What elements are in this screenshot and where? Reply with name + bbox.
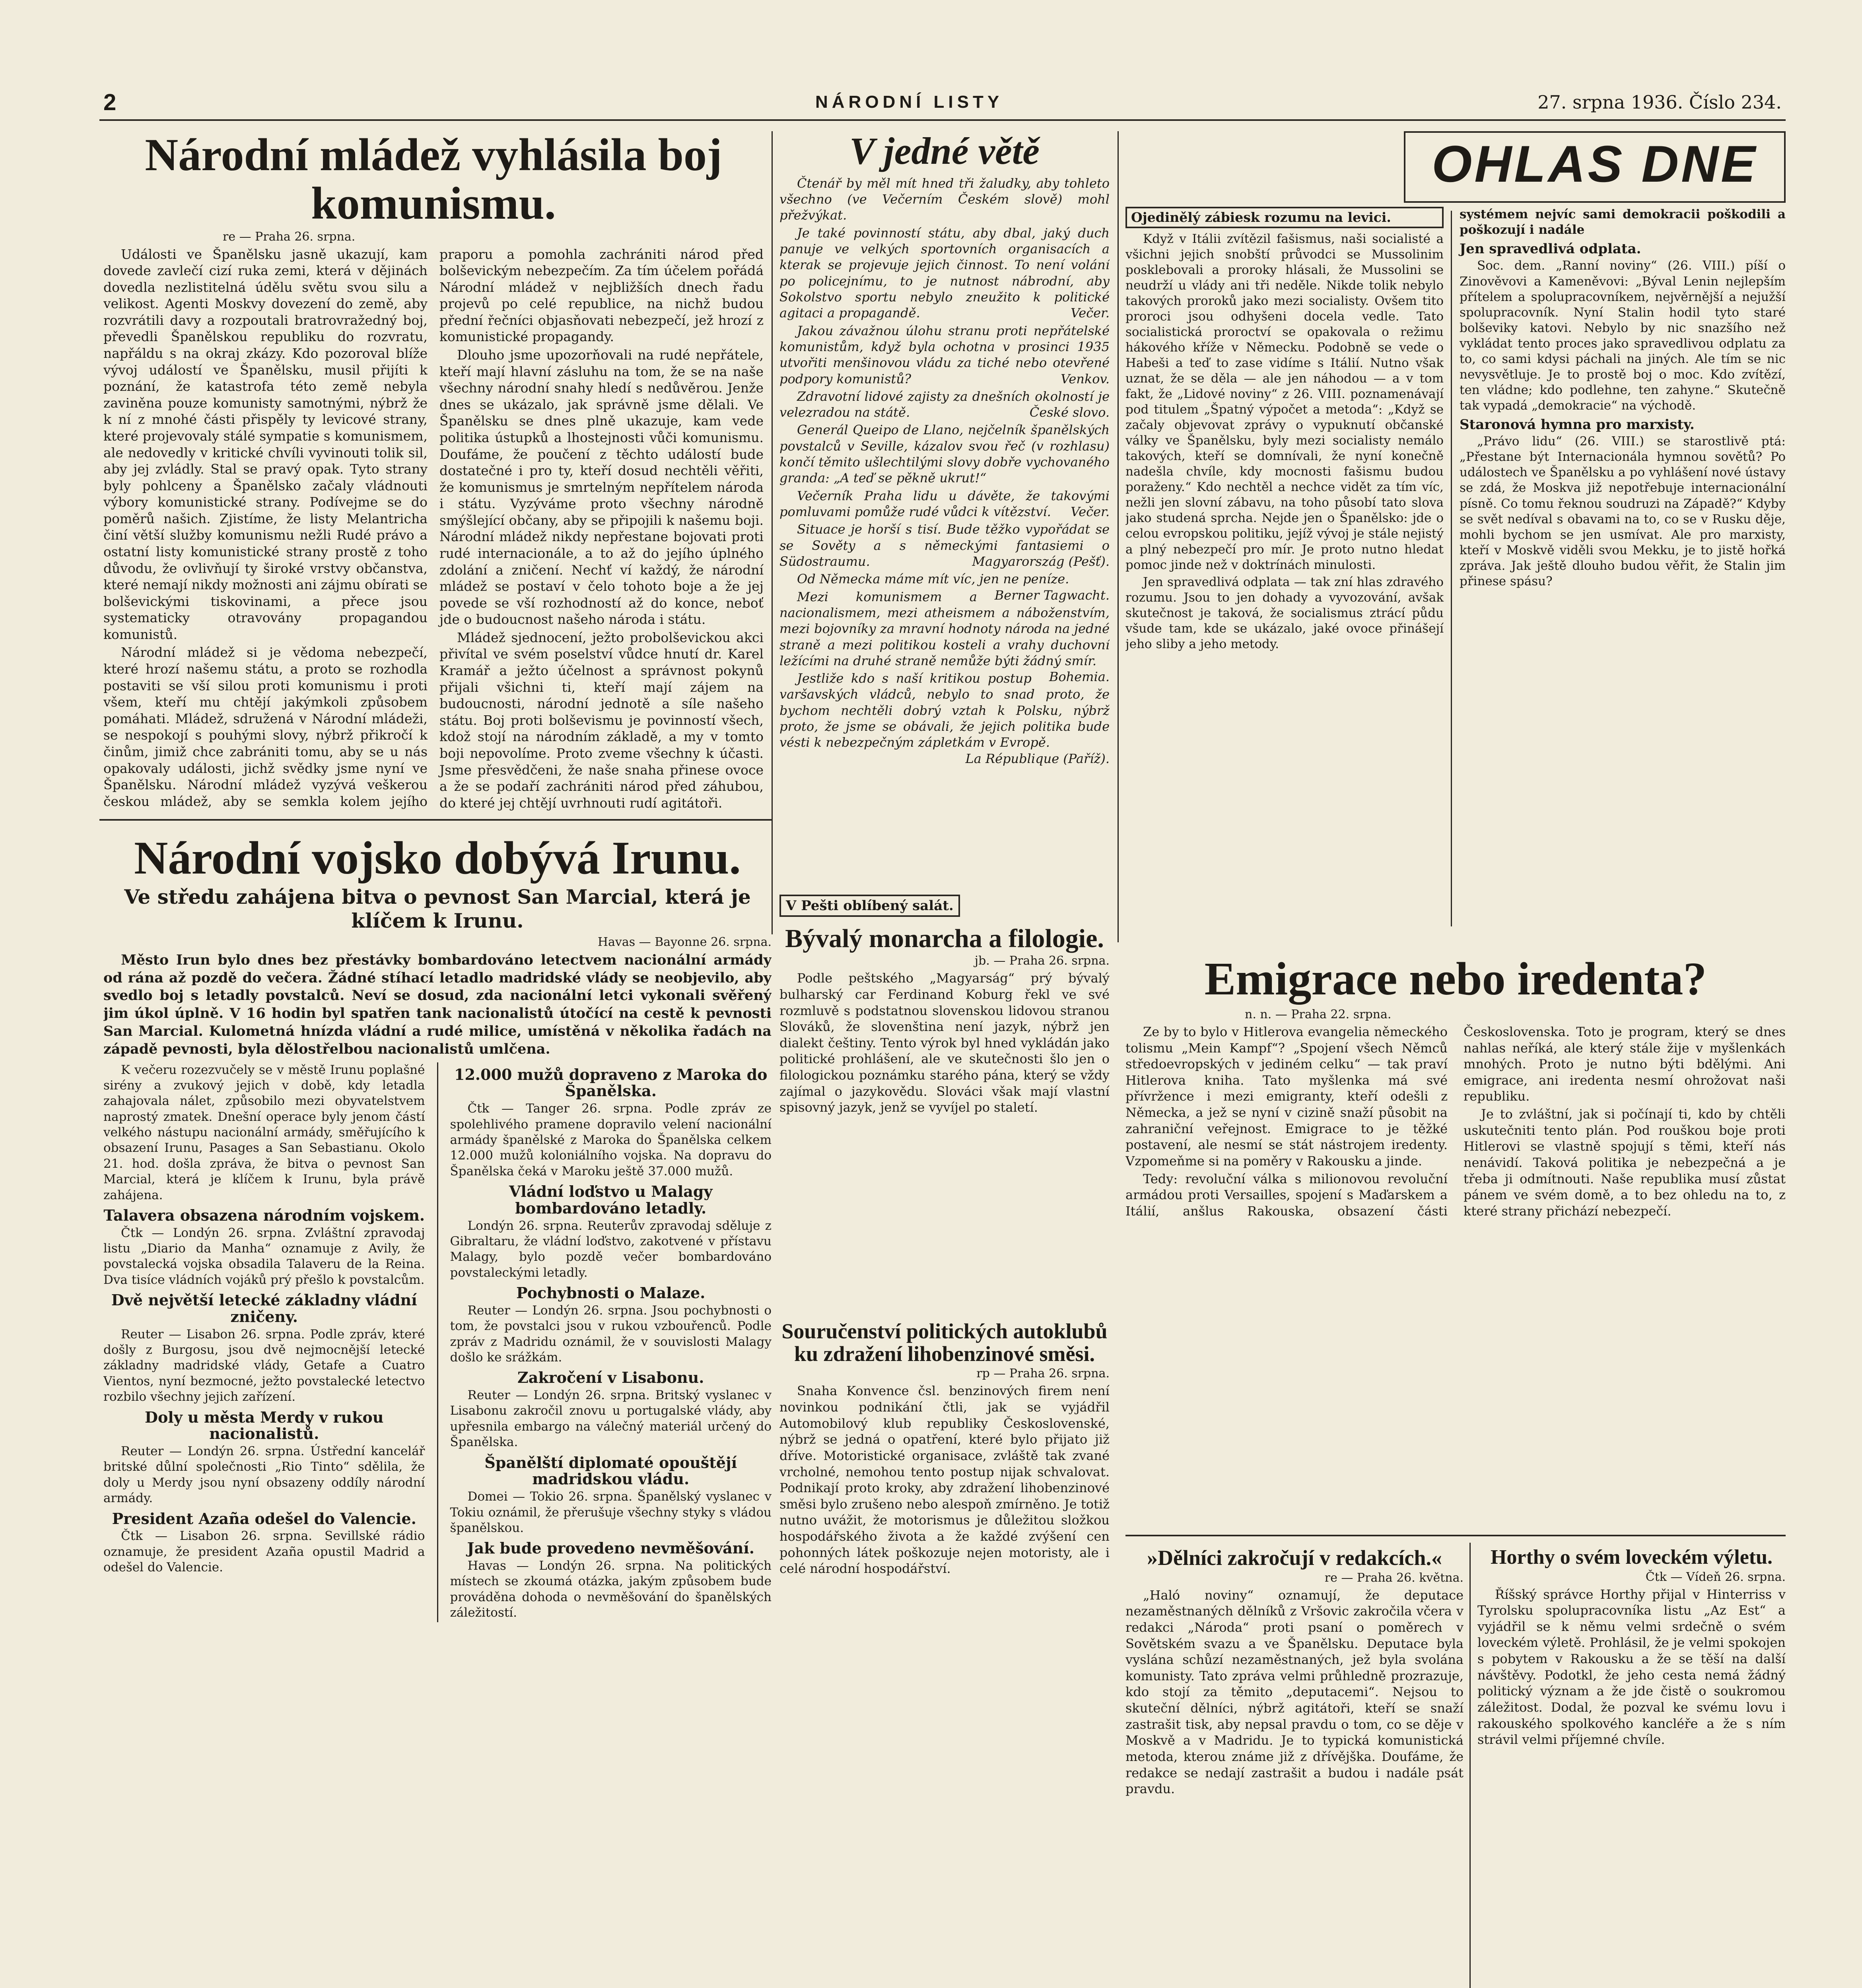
article-narodni-mladez <box>103 131 764 815</box>
subhead: Španělští diplomaté opouštějí madridskou vládu. <box>484 1453 737 1488</box>
headline-delnici: »Dělníci zakročují v redakcích.« <box>1147 1547 1442 1570</box>
intro: Čtenář by měl mít hned tři žaludky, aby tohleto všechno (ve Večerním Českém slově) mohl přežvýkat. <box>779 175 1110 223</box>
paragraph: Mládež sjednocení, ježto probolševickou akci přivítal ve svém poselství vůdce hnutí dr. Karel Kramář a ježto účelnost a správnost pokynů přijali všichni ti, kteří mají zájem na budoucnosti, národní jednotě a síle našeho státu. Boj proti bolševismu je povinností všech, kdož stojí na národním základě, a my v tomto boji nepovolíme. Proto zveme všechny k účasti. Jsme přesvědčeni, že naše snaha přinese ovoce a že se podaří zachrániti národ před záhubou, do které jej chtějí uvrhnouti rudí agitátoři. <box>439 629 764 811</box>
paper-name: NÁRODNÍ LISTY <box>815 92 1003 112</box>
paragraph: Domei — Tokio 26. srpna. Španělský vyslanec v Tokiu oznámil, že přerušuje všechny styky s vládou španělskou. <box>450 1489 772 1535</box>
page-number: 2 <box>103 89 117 115</box>
headline-vete: V jedné větě <box>849 131 1040 172</box>
column-rule <box>772 131 773 934</box>
article-horthy <box>1477 1547 1786 1988</box>
section-title: Jen spravedlivá odplata. <box>1460 241 1641 257</box>
quote-item: Jestliže kdo s naší kritikou postup varšavských vládců, nebylo to snad proto, že bychom nechtěli dobrý vztah k Polsku, nýbrž proto, že jsme se obávali, že jejich politika bude vésti k nebezpečným zápletkám v Evropě. La République (Paříž). <box>779 671 1110 766</box>
subhead: Talavera obsazena národním vojskem. <box>103 1206 425 1224</box>
quote-source: Magyarország (Pešť). <box>972 553 1110 569</box>
paragraph: Reuter — Londýn 26. srpna. Jsou pochybnosti o tom, že povstalci jsou v rukou vzbouřenců. Podle zpráv z Madridu oznámil, že v souvislosti Malagy došlo ke srážkám. <box>450 1303 772 1365</box>
paragraph: systémem nejvíc sami demokracii poškodili a poškozují i nadále <box>1460 207 1786 237</box>
quote-item: Je také povinností státu, aby dbal, jaký duch panuje ve velkých sportovních organisacích a kterak se projevuje jejich činnost. To není volání po policejnímu, to je nutnost nábrodní, aby Sokolstvo sportu nebylo zneužito k politické agitaci a propagandě. Večer. <box>779 225 1110 321</box>
subhead: Jak bude provedeno nevměšování. <box>467 1539 754 1557</box>
paragraph: Dlouho jsme upozorňovali na rudé nepřátele, kteří mají hlavní zásluhu na tom, že se na naše všechny národní snahy hledí s nedůvěrou. Jenže dnes se ukázalo, jak správně jsme dělali. Ve Španělsku se dnes plně ukazuje, kam vede politika ústupků a lhostejnosti vůči komunismu. Doufáme, že poučení z těchto událostí bude dostatečné i pro ty, kteří dosud nechtěli věřiti, že komunismus je smrtelným nepřítelem národa i státu. Vyzýváme proto všechny národně smýšlející občany, aby se připojili k našemu boji. Národní mládež nikdy nepřestane bojovati proti rudé internacionále, a to až do jejího úplného zdolání a zničení. Nechť ví každý, že národní mládež se postaví v čelo tohoto boje a že jej povede se vší rozhodností až do konce, neboť jde o budoucnost našeho národa i státu. <box>439 347 764 627</box>
headline-irun: Národní vojsko dobývá Irunu. <box>134 832 741 884</box>
subhead: Vládní loďstvo u Malagy bombardováno letadly. <box>509 1182 713 1217</box>
paragraph: Když v Itálii zvítězil fašismus, naši socialisté a všichni jejich snobští průvodci se Mussolinim posklebovali a proroky hlásali, že Mussolini se neudrží u vlády ani tři neděle. Nikde tolik nebylo takových proroků jako mezi socialisty. Ovšem tito proroci jsou odhyšeni docela vedle. Tato socialistická proroctví se opakovala o režimu hákového kříže v Německu. Podobně se vede o Habeši a teď to zase vidíme s Itálií. Nutno však uznat, že se děla — ale jen náhodou — a v tom fakt, že „Lidové noviny“ z 26. VIII. poznamenávají pod titulem „Špatný výpočet a metoda“: „Když se začaly objevovat zprávy o vypuknutí občanské války ve Španělsku, byly mezi socialisty nemálo takových, kteří se domnívali, že nyní konečně nadešla chvíle, kdy mocnosti fašismu budou poraženy.“ Kdo nechtěl a nechce vidět za tím víc, nežli jen slovní zábavu, na toho působí tato slova jako studená sprcha. Nejde jen o Španělsko: jde o celou evropskou politiku, jejíž vývoj je stále nejistý a plný nebezpečí pro mír. Je proto nutno hledat pomoc jinde než v doktrínách minulosti. <box>1125 231 1444 572</box>
ohlas-title-box <box>1404 131 1786 203</box>
masthead <box>99 83 1786 115</box>
paragraph: Podle peštského „Magyarság“ prý bývalý bulharský car Ferdinand Koburg řekl ve své rozmluvě s podstatnou slovenskou lidovou stranou Slováků, že slovenština není jazyk, nýbrž jen dialekt češtiny. Tento výrok byl hned vykládán jako politické prohlášení, ale ve skutečnosti šlo jen o filologickou poznámku starého pána, který se vždy zajímal o jazykovědu. Slováci však mají vlastní spisovný jazyk, jenž se vyvíjel po staletí. <box>779 971 1110 1115</box>
headline-monarcha: Bývalý monarcha a filologie. <box>785 924 1104 953</box>
article-delnici <box>1125 1547 1464 1988</box>
paragraph: Je to zvláštní, jak si počínají ti, kdo by chtěli uskutečniti tento plán. Pod rouškou boje proti Hitlerovi se vlastně spojují s těmi, kteří nás nenávidí. Taková politika je nebezpečná a je třeba ji odmítnouti. Naše republika musí zůstat pánem ve svém domě, a to bez ohledu na to, z které strany přichází nebezpečí. <box>1464 1107 1786 1219</box>
issue-date: 27. srpna 1936. Číslo 234. <box>1537 91 1782 113</box>
quote-source: Venkov. <box>1061 371 1110 386</box>
quote-item: Zdravotní lidové zajisty za dnešních okolností je velezradou na státě. České slovo. <box>779 388 1110 420</box>
subhead: Doly u města Merdy v rukou nacionalistů. <box>145 1408 384 1443</box>
masthead-rule <box>99 119 1786 121</box>
quote-item: Večerník Praha lidu u dávěte, že takovými pomluvami pomůže rudé vůdci k vítězství. Večer. <box>779 488 1110 520</box>
paragraph: Jen spravedlivá odplata — tak zní hlas zdravého rozumu. Jsou to jen dohady a vyvozování, avšak skutečnost je taková, že socialismus ztrácí půdu všude tam, kde se ukázalo, jaké ovoce přinášejí jeho sliby a jeho metody. <box>1125 575 1444 651</box>
section-title: Ojedinělý zábiesk rozumu na levici. <box>1125 207 1444 228</box>
paragraph: Čtk — Lisabon 26. srpna. Sevillské rádio oznamuje, že president Azaña opustil Madrid a odešel do Valencie. <box>103 1529 425 1575</box>
article-v-jedne-vete <box>779 131 1110 887</box>
dateline-irun: Havas — Bayonne 26. srpna. <box>597 935 772 949</box>
headline-emigrace: Emigrace nebo iredenta? <box>1204 954 1707 1005</box>
paragraph: Národní mládež si je vědoma nebezpečí, které hrozí našemu státu, a proto se rozhodla postaviti se vší silou proti komunismu i proti všem, kteří mu chtějí jakýmkoli způsobem pomáhati. Mládež, sdružená v Národní mládeži, se nespokojí s pouhými slovy, nýbrž přikročí k činům, jimiž chce zabrániti tomu, aby se u nás opakovaly události, jichž svědky jsme nyní ve Španělsku. Národní mládež vyzývá veškerou českou mládež, aby se semkla kolem jejího praporu a pomohla zachrániti národ před bolševickým nebezpečím. Za tím účelem pořádá Národní mládež v nejbližších dnech řadu projevů po celé republice, na nichž budou přední řečníci objasňovati nebezpečí, jež hrozí z komunistické propagandy. <box>103 246 764 809</box>
column-rule <box>1451 211 1452 926</box>
subhead: 12.000 mužů dopraveno z Maroka do Španělska. <box>454 1065 768 1100</box>
quote-item: Mezi komunismem a nacionalismem, mezi atheismem a náboženstvím, mezi bojovníky za mravní hodnoty národa na jedné straně a mezi politikou kosteli a vrahy duchovní ležícími na druhé straně nemůže býti žádný smír. Bohemia. <box>779 589 1110 685</box>
subhead: Zakročení v Lisabonu. <box>517 1369 704 1387</box>
section-title: Staronová hymna pro marxisty. <box>1460 416 1695 433</box>
headline-sourucenstvi: Souručenství politických autoklubů ku zdražení lihobenzinové směsi. <box>781 1320 1108 1366</box>
label-box: V Pešti oblíbený salát. <box>779 895 960 917</box>
column-rule <box>437 1062 438 1623</box>
quote-source: Berner Tagwacht. <box>994 587 1110 603</box>
paragraph: Říšský správce Horthy přijal v Hinterriss v Tyrolsku spolupracovníka listu „Az Est“ a vyjádřil se k němu velmi srdečně o svém loveckém výletě. Prohlásil, že je velmi spokojen s pobytem v Rakousku a že se těší na další návštěvy. Podotkl, že jeho cesta nemá žádný politický význam a že jde čistě o soukromou záležitost. Dodal, že pozval ke svému lovu i rakouského spolkového kancléře a že s ním strávil velmi příjemné chvíle. <box>1477 1586 1786 1747</box>
paragraph: „Právo lidu“ (26. VIII.) se starostlivě ptá: „Přestane být Internacionála hymnou sovětů? Po událostech ve Španělsku a po vyhlášení nové ústavy se zdá, že Moskva již nepotřebuje internacionální písně. Co tomu řeknou soudruzi na Západě?“ Kdyby se svět nedíval s obavami na to, co se v Rusku děje, mohli bychom se jen usmívat. Ale pro marxisty, kteří v Moskvě viděli svou Mekku, je to jistě hořká zpráva. Jak ještě dlouho budou věřit, že Stalin jim přinese spásu? <box>1460 434 1786 588</box>
paragraph: Ze by to bylo v Hitlerova evangelia německého tolismu „Mein Kampf“? „Spojení všech Němců středoevropských v jediném celku“ — tak praví Hitlerova kniha. Tato myšlenka má své přívržence i mezi emigranty, kteří odešli z Německa, a jež se nyní v cizině snaží působit na zahraniční veřejnost. Emigrace to je těžké postavení, ale nesmí se stát nástrojem iredenty. Vzpomeňme si na poměry v Rakousku a jinde. <box>1125 1024 1448 1169</box>
column-rule <box>1118 131 1119 942</box>
article-byvaly-monarcha <box>779 895 1110 1316</box>
paragraph: Soc. dem. „Ranní noviny“ (26. VIII.) píší o Zinověvovi a Kameněvovi: „Býval Lenin nejlepším přítelem a spolupracovníkem, nejvěrnější a nejužší spolupracovník. Nyní Stalin hodil tyto staré bolševiky katovi. Nebylo by nic snazšího než vykládat tento proces jako spravedlivou odplatu za to, co sami kdysi páchali na jiných. Ale tím se nic nevysvětluje. Je to prostě boj o moc. Kdo zvítězí, ten vládne; kdo podlehne, ten zahyne.“ Skutečně tak vypadá „demokracie“ na východě. <box>1460 258 1786 413</box>
quote-item: Od Německa máme mít víc, jen ne peníze. Berner Tagwacht. <box>797 571 1110 603</box>
quote-source: Večer. <box>1071 504 1110 520</box>
dateline-monarcha: jb. — Praha 26. srpna. <box>974 954 1110 968</box>
paragraph: Reuter — Londýn 26. srpna. Britský vyslanec v Lisabonu zakročil znovu u portugalské vlády, aby upřesnila embargo na válečný materiál určený do Španělska. <box>450 1388 772 1450</box>
paragraph: Reuter — Lisabon 26. srpna. Podle zpráv, které došly z Burgosu, jsou dvě nejmocnější letecké základny madridské vlády, Getafe a Cuatro Vientos, nyní bezmocné, ježto povstalecké letectvo rozbilo všechny jejich zařízení. <box>103 1327 425 1404</box>
subhead: Pochybnosti o Malaze. <box>516 1284 706 1302</box>
column-rule <box>1469 1543 1471 1988</box>
section-rule <box>1125 1535 1786 1536</box>
paragraph: Čtk — Londýn 26. srpna. Zvláštní zpravodaj listu „Diario da Manha“ oznamuje z Avily, že povstalecká vojska obsadila Talaveru de la Reina. Dva tisíce vládních vojáků prý přešlo k povstalcům. <box>103 1225 425 1287</box>
subhead: Dvě největší letecké základny vládní zničeny. <box>111 1291 417 1326</box>
ohlas-dne <box>1125 131 1786 938</box>
paragraph: Londýn 26. srpna. Reuterův zpravodaj sděluje z Gibraltaru, že vládní loďstvo, zakotvené v přístavu Malagy, bylo pozdě večer bombardováno povstaleckými letadly. <box>450 1218 772 1280</box>
paragraph: Reuter — Londýn 26. srpna. Ústřední kancelář britské důlní společnosti „Rio Tinto“ sdělila, že doly u Merdy jsou nyní obsazeny oddíly národní armády. <box>103 1444 425 1506</box>
quote-source: Bohemia. <box>1049 669 1110 685</box>
paragraph: K večeru rozezvučely se v městě Irunu poplašné sirény a zvukový jejich v době, kdy letadla zahajovala nálet, způsobilo mezi obyvatelstvem naprostý zmatek. Dnešní operace byly jenom částí velkého nástupu nacionální armády, směřujícího k obsazení Irunu, Pasages a San Sebastianu. Okolo 21. hod. došla zpráva, že bitva o pevnost San Marcial, která je klíčem k Irunu, byla právě zahájena. <box>103 1062 425 1202</box>
lead-paragraph: Město Irun bylo dnes bez přestávky bombardováno letectvem nacionální armády od rána až pozdě do večera. Žádné stíhací letadlo madridské vlády se neobjevilo, aby svedlo boj s letadly povstalců. Neví se dosud, zda nacionální letci vykonali svěřený jim úkol úplně. V 16 hodin byl spatřen tank nacionalistů útočící na cestě k pevnosti San Marcial. Kulometná hnízda vládní a rudé milice, umístěná v několika řadách na západě pevnosti, byla dělostřelbou nacionalistů umlčena. <box>103 951 772 1057</box>
quote-item: Generál Queipo de Llano, nejčelník španělských povstalců v Seville, kázalov svou řeč (v rozhlasu) končí těmito ušlechtilými slovy dobře vychovaného granda: „A teď se pěkně ukrut!“ <box>779 422 1110 486</box>
paragraph: „Haló noviny“ oznamují, že deputace nezaměstnaných dělníků z Vršovic zakročila včera v redakci „Národa“ proti psaní o poměrech v Sovětském svazu a ve Španělsku. Deputace byla vyslána schůzí nezaměstnaných, jež byla svolána komunisty. Tato zpráva velmi průhledně prozrazuje, kdo stojí za těmito „deputacemi“. Nejsou to skuteční dělníci, nýbrž agitátoři, kteří se snaží zastrašit tisk, aby nepsal pravdu o tom, co se děje v Moskvě a v Madridu. Je to typická komunistická metoda, kterou známe již z dřívějška. Doufáme, že redakce se nedají zastrašit a budou i nadále psát pravdu. <box>1125 1587 1464 1797</box>
paragraph: Čtk — Tanger 26. srpna. Podle zpráv ze spolehlivého pramene dopravilo velení nacionální armády španělské z Maroka do Španělska celkem 12.000 mužů koloniálního vojska. Na dopravu do Španělska čeká v Maroku ještě 37.000 mužů. <box>450 1101 772 1178</box>
headline-ohlas: OHLAS DNE <box>1432 135 1758 193</box>
subheadline-irun: Ve středu zahájena bitva o pevnost San Marcial, která je klíčem k Irunu. <box>124 885 751 932</box>
article-irun <box>103 831 772 1980</box>
paragraph: Havas — Londýn 26. srpna. Na politických místech se zkoumá otázka, jakým způsobem bude prováděna dohoda o nevměšování do španělských záležitostí. <box>450 1559 772 1620</box>
dateline-sourucenstvi: rp — Praha 26. srpna. <box>976 1367 1110 1381</box>
dateline-mladez: re — Praha 26. srpna. <box>223 229 356 244</box>
dateline-delnici: re — Praha 26. května. <box>1324 1571 1464 1585</box>
quote-item: Jakou závažnou úlohu stranu proti nepřátelské komunistům, když byla ochotna v prosinci 1935 utvořiti menšinovou vládu za tiché nebo otevřené podpory komunistů? Venkov. <box>779 323 1110 386</box>
section-rule <box>99 819 772 821</box>
paragraph: Události ve Španělsku jasně ukazují, kam dovede zavlečí cizí ruka zemi, která v dějinách dovedla nezlistitelná údělu světu svou silu a velikost. Agenti Moskvy dovezení do země, aby rozvrátili davy a rozpoutali bratrovražedný boj, převedli Španělskou republiku do rozvratu, napřáldu s na okraj zkázy. Kdo pozoroval blíže vývoj událostí ve Španělsku, musil přijíti k poznání, že katastrofa této země nebyla zaviněna pouze komunisty samotnými, nýbrž že k ní z mnohé části přispěly ty levicové strany, které projevovaly stálé sympatie s komunismem, ale nedovedly v kritické chvíli vyvinouti tolik sil, aby jej zvládly. Stal se pravý opak. Tyto strany byly pohlceny a Španělsko začaly vládnouti výbory komunistické strany. Podívejme se do poměrů našich. Zjistíme, že listy Melantricha činí větší služby komunismu nežli Rudé právo a ostatní listy komunistické strany prostě z toho důvodu, že ovlivňují ty široké vrstvy občanstva, které nemají nikdy možnosti ani zájmu obírati se bolševickými tiskovinami, a přece jsou systematicky otravovány propagandou komunistů. <box>103 246 428 642</box>
headline-mladez: Národní mládež vyhlásila boj komunismu. <box>145 131 722 229</box>
dateline-emigrace: n. n. — Praha 22. srpna. <box>1245 1007 1392 1021</box>
quote-item: Situace je horší s tisí. Bude těžko vypořádat se se Sověty a s německými fantasiemi o Südostraumu. Magyarország (Pešť). <box>779 522 1110 569</box>
quote-source: Večer. <box>1071 305 1110 321</box>
article-sourucenstvi <box>779 1320 1110 1912</box>
subhead: President Azaña odešel do Valencie. <box>112 1509 416 1528</box>
headline-horthy: Horthy o svém loveckém výletu. <box>1490 1547 1773 1569</box>
paragraph: Tedy: revoluční válka s milionovou revoluční armádou proti Versailles, spojení s Maďarskem a Itálií, anšlus Rakouska, obsazení části Československa. Toto je program, který se dnes nahlas neříká, ale který stále žije v myšlenkách mnohých. Proto je nutno býti bdělými. Ani emigrace, ani iredenta nesmí ohrožovat naši republiku. <box>1125 1024 1786 1219</box>
article-emigrace <box>1125 954 1786 1531</box>
paragraph: Snaha Konvence čsl. benzinových firem není novinkou podnikání čtli, jak se vyjádřil Automobilový klub republiky Československé, nýbrž se jedná o opatření, které bylo přijato již dříve. Motoristické organisace, zvláště tak zvané vrcholné, nemohou tento postup nijak schvalovat. Podnikají proto kroky, aby zdražení lihobenzinové směsi bylo zrušeno nebo alespoň zmírněno. Je totiž nutno uvážit, že motorismus je důležitou složkou hospodářského života a že každé zvýšení cen pohonných látek poškozuje nejen motoristy, ale i celé národní hospodářství. <box>779 1383 1110 1576</box>
quote-source: České slovo. <box>1029 405 1110 420</box>
quote-source: La République (Paříž). <box>965 751 1110 766</box>
dateline-horthy: Čtk — Vídeň 26. srpna. <box>1645 1570 1786 1584</box>
